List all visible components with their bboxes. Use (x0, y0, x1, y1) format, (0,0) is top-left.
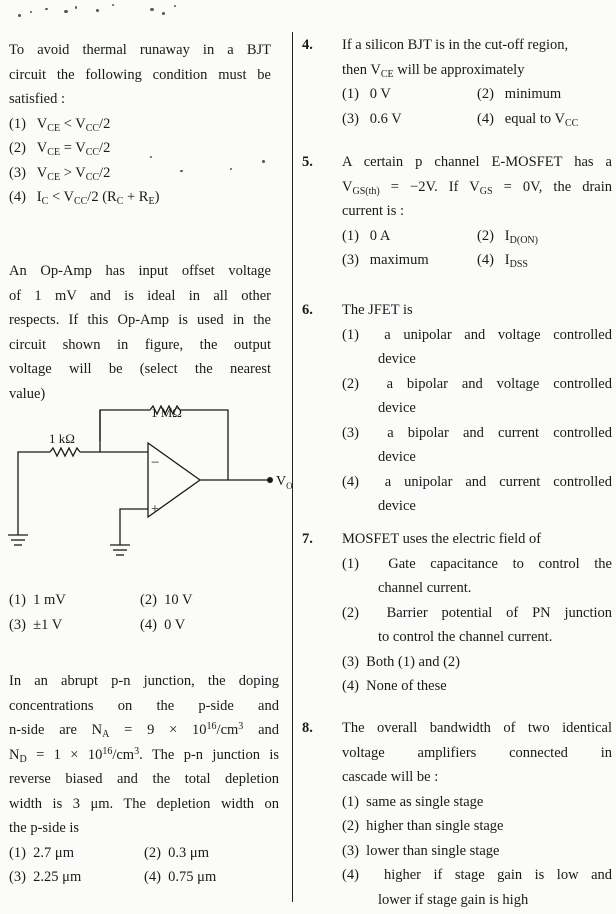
question-stem-line: width is 3 μm. The depletion width on (9, 795, 279, 812)
question-thermal-runaway (9, 38, 271, 210)
option-1: (1) 1 mV (9, 592, 66, 608)
question-stem-line: circuit the following condition must be (9, 66, 271, 83)
question-stem-line: the p-side is (9, 820, 80, 836)
question-stem-line: of 1 mV and is ideal in all other (9, 287, 271, 304)
option-2: (2) $V_{CE} = V_{CC}/2$ (9, 140, 111, 158)
option-3: (3) Both (1) and (2) (342, 653, 460, 670)
question-number: 6. (302, 302, 313, 318)
option-4: (4) $I_{DSS}$ (477, 252, 528, 270)
question-pn-junction (9, 669, 279, 890)
option-2: (2) a bipolar and voltage controlled device (342, 375, 612, 416)
inverting-input-sign: − (151, 455, 160, 471)
question-stem-line: voltage will be (select the nearest (9, 361, 271, 377)
question-stem-line: An Op-Amp has input offset voltage (9, 263, 271, 279)
question-stem-line: concentrations on the p-side and (9, 697, 279, 714)
option-4: (4) 0.75 μm (144, 869, 217, 885)
option-1: (1) 0 A (342, 227, 391, 244)
question-number: 5. (302, 154, 313, 170)
question-stem-line: n-side are $N_A = 9 \times 10^{16}/cm^3$ and (9, 721, 279, 740)
option-1: (1) Gate capacitance to control the channel current. (342, 555, 612, 596)
question-stem-line: voltage amplifiers connected in (342, 744, 612, 761)
question-number: 7. (302, 531, 313, 547)
question-opamp-offset (9, 259, 271, 406)
question-number: 8. (302, 720, 313, 736)
option-1: (1) same as single stage (342, 793, 484, 810)
option-4: (4) a unipolar and current controlled device (342, 473, 612, 514)
option-2: (2) Barrier potential of PN junction to control the channel current. (342, 604, 612, 645)
option-1: (1) a unipolar and voltage controlled device (342, 326, 612, 367)
option-4: (4) None of these (342, 678, 447, 694)
question-stem-line: In an abrupt p-n junction, the doping (9, 673, 279, 689)
question-stem-line: then $V_{CE}$ will be approximately (342, 61, 525, 80)
question-stem-line: To avoid thermal runaway in a BJT (9, 42, 271, 58)
question-stem-line: reverse biased and the total depletion (9, 771, 279, 787)
option-4: (4) 0 V (140, 616, 186, 633)
option-4: (4) equal to $V_{CC}$ (477, 110, 579, 129)
option-3: (3) 0.6 V (342, 110, 402, 127)
question-stem-line: satisfied : (9, 91, 65, 107)
noninverting-input-sign: + (151, 502, 159, 517)
option-2: (2) 10 V (140, 592, 193, 608)
input-resistor-label: 1 kΩ (49, 431, 75, 446)
option-3: (3) lower than single stage (342, 842, 500, 859)
option-1: (1) $V_{CE} < V_{CC}/2$ (9, 115, 111, 134)
option-2: (2) 0.3 μm (144, 844, 209, 861)
opamp-circuit-diagram (0, 405, 300, 585)
question-stem-line: The overall bandwidth of two identical (342, 720, 612, 736)
option-3: (3) 2.25 μm (9, 869, 82, 885)
question-stem-line: value) (9, 385, 46, 402)
question-stem-line: If a silicon BJT is in the cut-off region, (342, 37, 569, 53)
option-2: (2) minimum (477, 86, 562, 102)
option-2: (2) higher than single stage (342, 818, 504, 834)
question-stem-line: $V_{GS(th)} = -2V$. If $V_{GS} = 0V$, the drain (342, 178, 612, 197)
question-stem-line: circuit shown in figure, the output (9, 336, 271, 353)
feedback-resistor-label: 1 MΩ (151, 405, 182, 420)
option-1: (1) 0 V (342, 86, 391, 102)
option-2: (2) $I_{D(ON)}$ (477, 227, 538, 246)
option-3: (3) $V_{CE} > V_{CC}/2$ (9, 164, 111, 183)
question-stem-line: cascade will be : (342, 769, 439, 785)
question-stem-line: $N_D = 1 \times 10^{16}/cm^3$. The p-n junction is (9, 745, 279, 765)
option-3: (3) ±1 V (9, 616, 63, 633)
question-number: 4. (302, 37, 313, 53)
option-3: (3) a bipolar and current controlled device (342, 424, 612, 465)
option-1: (1) 2.7 μm (9, 844, 74, 861)
option-4: (4) $I_C < V_{CC}/2$ $(R_C + R_E)$ (9, 189, 160, 207)
question-stem-line: The JFET is (342, 302, 413, 318)
output-voltage-label: $V_O$ (276, 474, 293, 491)
question-stem-line: MOSFET uses the electric field of (342, 531, 542, 547)
question-stem-line: current is : (342, 203, 405, 219)
option-4: (4) higher if stage gain is low and lower if stage gain is high (342, 867, 612, 908)
option-3: (3) maximum (342, 252, 429, 268)
question-stem-line: respects. If this Op-Amp is used in the (9, 312, 271, 328)
opamp-options (9, 588, 271, 637)
question-stem-line: A certain p channel E-MOSFET has a (342, 154, 612, 170)
